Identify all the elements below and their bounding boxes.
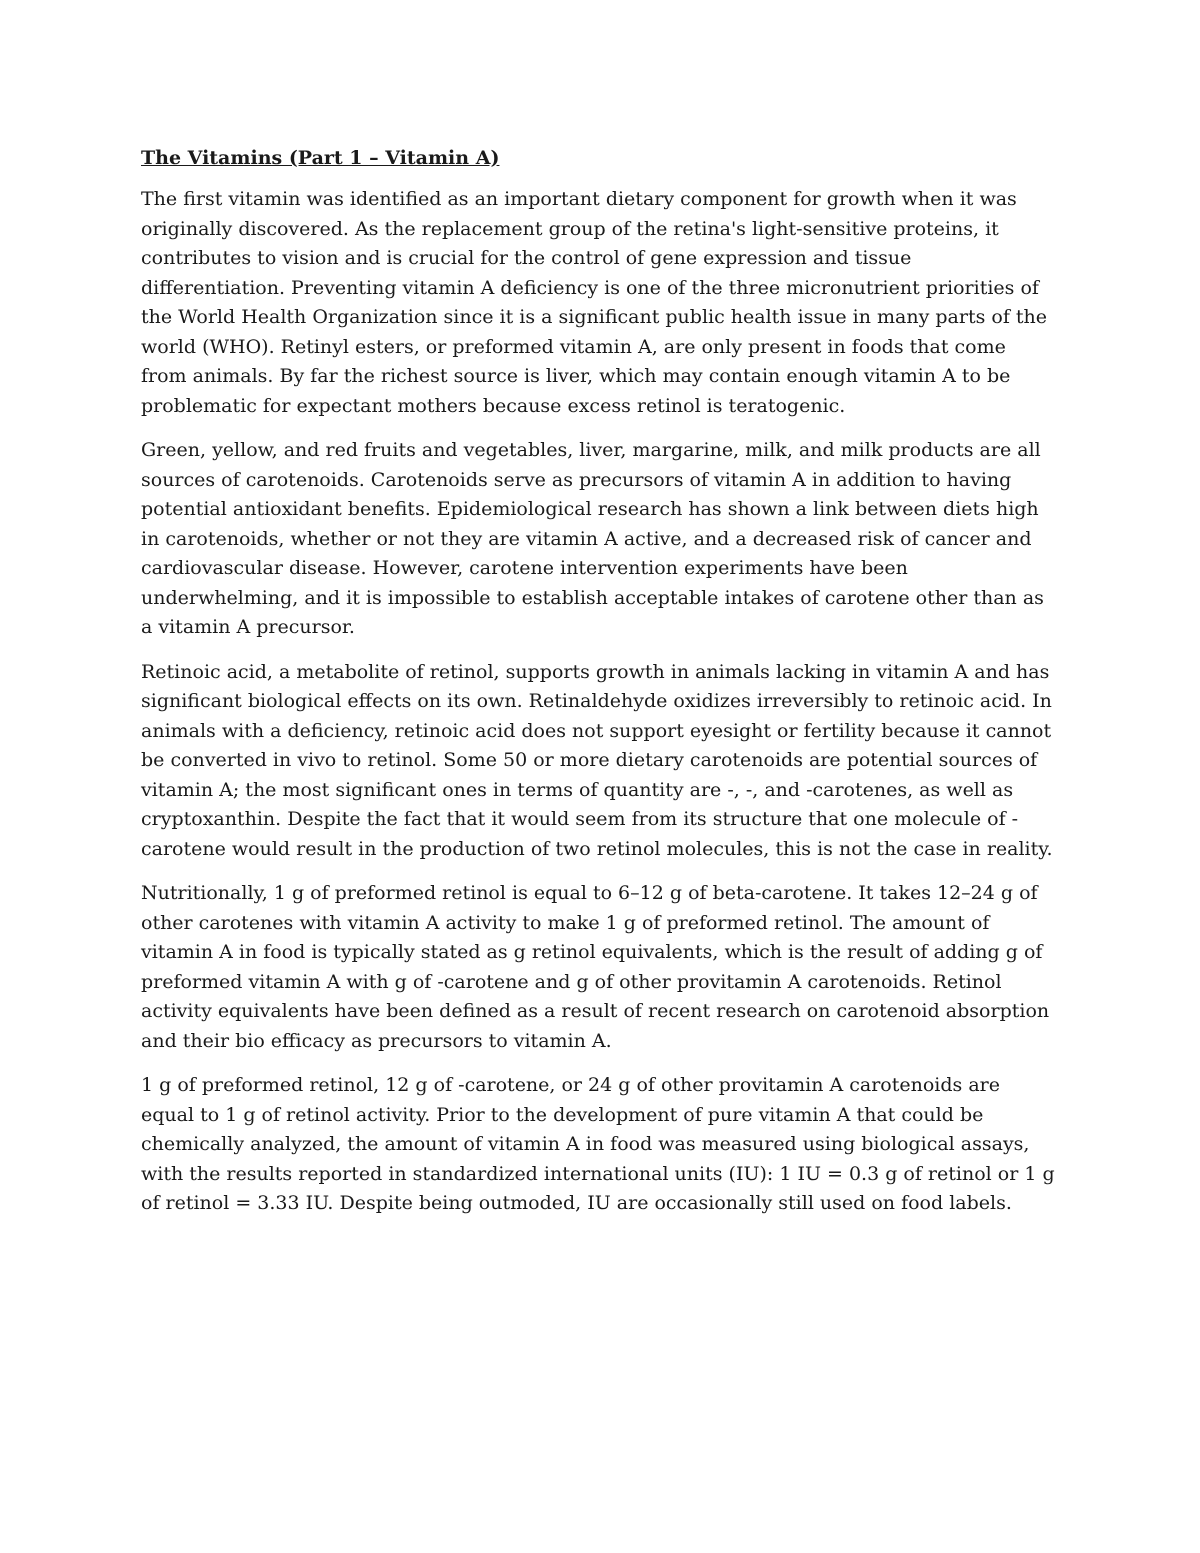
paragraph-vitamin-a-intro: The first vitamin was identified as an important dietary component for growth when it was originally discovered. As the replacement group of the retina's light-sensitive proteins, it contributes to vision and is crucial for the control of gene expression and tissue differentiation. Preventing vitamin A deficiency is one of the three micronutrient priorities of the World Health Organization since it is a significant public health issue in many parts of the world (WHO). Retinyl esters, or preformed vitamin A, are only present in foods that come from animals. By far the richest source is liver, which may contain enough vitamin A to be problematic for expectant mothers because excess retinol is teratogenic. bbox=[141, 188, 1048, 417]
paragraph-carotenoids: Green, yellow, and red fruits and vegetables, liver, margarine, milk, and milk products are all sources of carotenoids. Carotenoids serve as precursors of vitamin A in addition to having potential antioxidant benefits. Epidemiological research has shown a link between diets high in carotenoids, whether or not they are vitamin A active, and a decreased risk of cancer and cardiovascular disease. However, carotene intervention experiments have been underwhelming, and it is impossible to establish acceptable intakes of carotene other than as a vitamin A precursor. bbox=[141, 439, 1044, 638]
document-title: The Vitamins (Part 1 – Vitamin A) bbox=[141, 147, 500, 169]
paragraph-retinoic-acid: Retinoic acid, a metabolite of retinol, supports growth in animals lacking in vitamin A and has significant biological effects on its own. Retinaldehyde oxidizes irreversibly to retinoic acid. In animals with a deficiency, retinoic acid does not support eyesight or fertility because it cannot be converted in vivo to retinol. Some 50 or more dietary carotenoids are potential sources of vitamin A; the most significant ones in terms of quantity are -, -, and -carotenes, as well as cryptoxanthin. Despite the fact that it would seem from its structure that one molecule of -carotene would result in the production of two retinol molecules, this is not the case in reality. bbox=[141, 660, 1053, 860]
paragraph-international-units: 1 g of preformed retinol, 12 g of -carotene, or 24 g of other provitamin A carotenoids are equal to 1 g of retinol activity. Prior to the development of pure vitamin A that could be chemically analyzed, the amount of vitamin A in food was measured using biological assays, with the results reported in standardized international units (IU): 1 IU = 0.3 g of retinol or 1 g of retinol = 3.33 IU. Despite being outmoded, IU are occasionally still used on food labels. bbox=[141, 1074, 1055, 1214]
paragraph-retinol-equivalents: Nutritionally, 1 g of preformed retinol is equal to 6–12 g of beta-carotene. It takes 12–24 g of other carotenes with vitamin A activity to make 1 g of preformed retinol. The amount of vitamin A in food is typically stated as g retinol equivalents, which is the result of adding g of preformed vitamin A with g of -carotene and g of other provitamin A carotenoids. Retinol activity equivalents have been defined as a result of recent research on carotenoid absorption and their bio efficacy as precursors to vitamin A. bbox=[141, 882, 1050, 1052]
